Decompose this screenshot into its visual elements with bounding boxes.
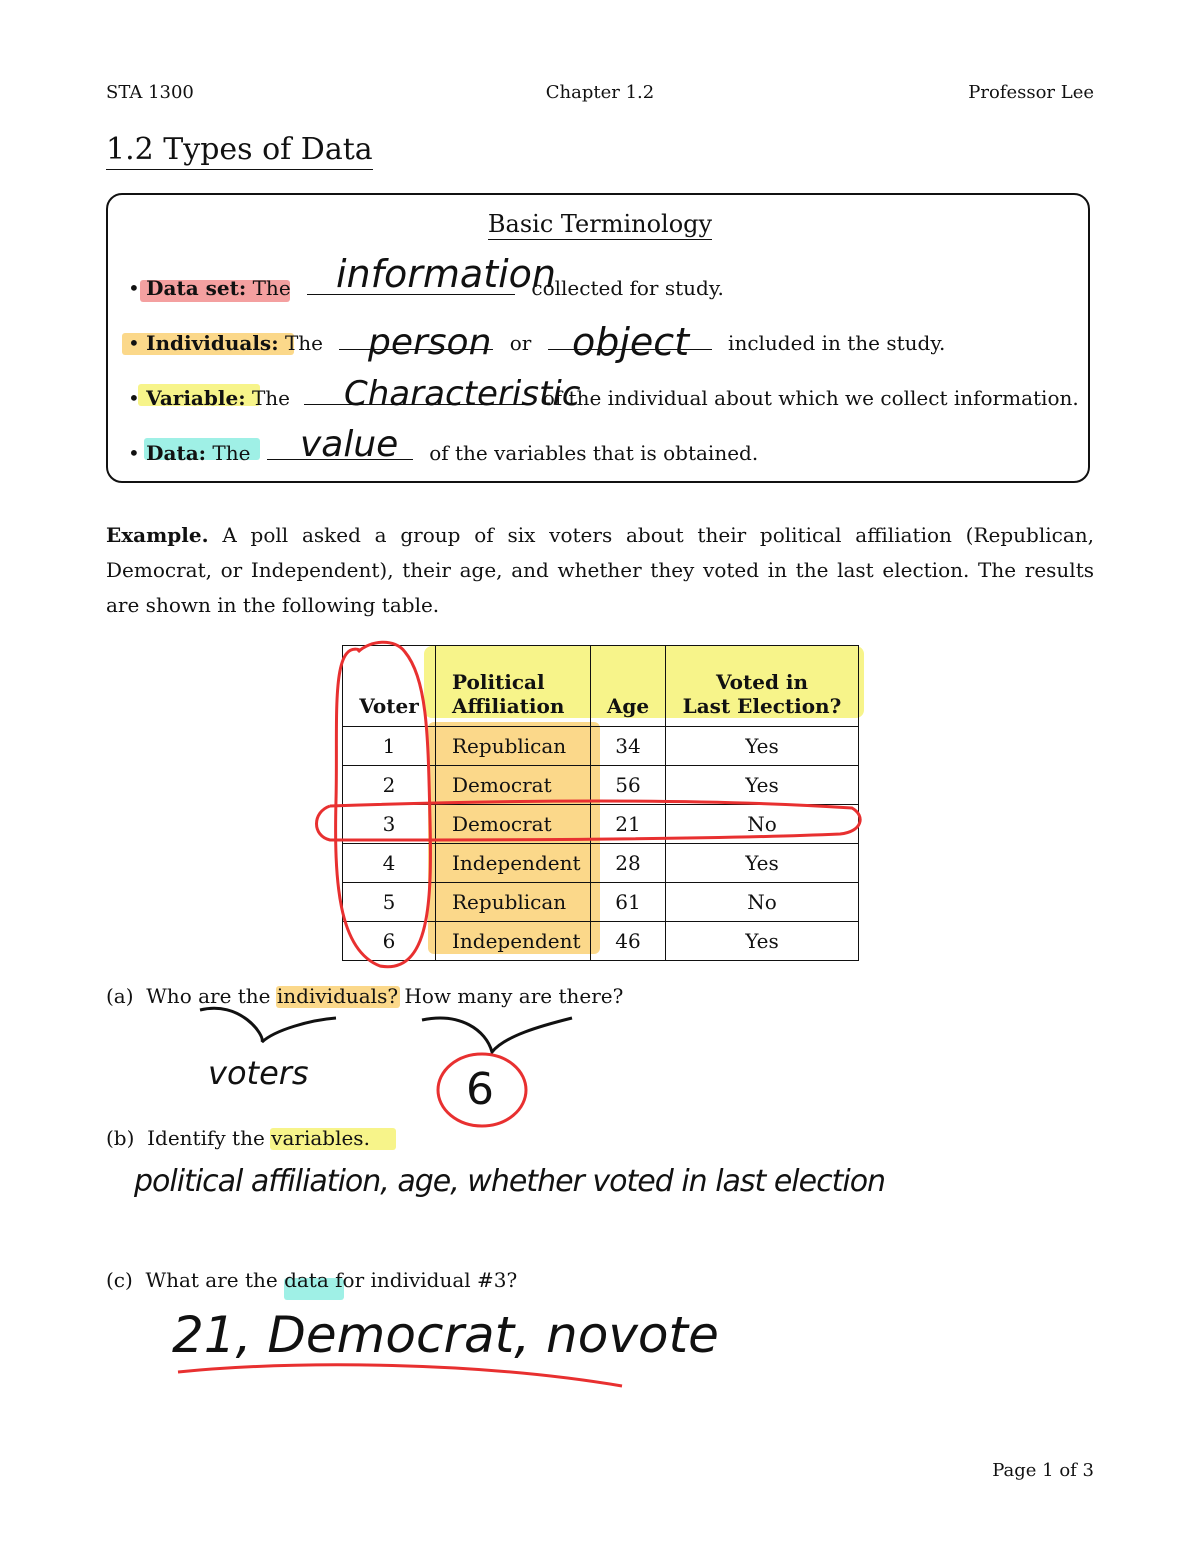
- cell-voter: 1: [343, 727, 436, 766]
- table-row: [343, 805, 859, 844]
- cell-voter: 4: [343, 844, 436, 883]
- table-header-row: [343, 646, 859, 727]
- cell-voted: Yes: [666, 922, 859, 961]
- cell-voter: 3: [343, 805, 436, 844]
- cell-voted: Yes: [666, 766, 859, 805]
- question-c: (c) What are the data for individual #3?: [106, 1268, 518, 1292]
- handwritten-person: person: [368, 322, 492, 363]
- brace-how-many: [422, 1018, 572, 1052]
- cell-age: 34: [591, 727, 666, 766]
- cell-age: 46: [591, 922, 666, 961]
- header-voter: Voter: [343, 646, 436, 727]
- header-affiliation: Political Affiliation: [436, 646, 591, 727]
- header-professor: Professor Lee: [968, 82, 1094, 103]
- cell-voted: Yes: [666, 727, 859, 766]
- header-chapter: Chapter 1.2: [545, 82, 655, 103]
- table-row: [343, 766, 859, 805]
- handwritten-characteristic: Characteristic: [344, 374, 581, 414]
- handwritten-value: value: [300, 424, 399, 465]
- cell-voted: Yes: [666, 844, 859, 883]
- table-row: [343, 844, 859, 883]
- cell-age: 28: [591, 844, 666, 883]
- cell-affiliation: Republican: [436, 727, 591, 766]
- page-number: Page 1 of 3: [992, 1460, 1094, 1481]
- handwritten-object: object: [572, 320, 690, 364]
- table-row: [343, 922, 859, 961]
- cell-affiliation: Independent: [436, 922, 591, 961]
- table-row: [343, 883, 859, 922]
- cell-voter: 5: [343, 883, 436, 922]
- cell-voter: 6: [343, 922, 436, 961]
- handwritten-variables-answer: political affiliation, age, whether voted in last election: [134, 1164, 886, 1199]
- question-b: (b) Identify the variables.: [106, 1126, 370, 1150]
- brace-who: [200, 1008, 336, 1042]
- header-voted: Voted in Last Election?: [666, 646, 859, 727]
- header-age: Age: [591, 646, 666, 727]
- cell-age: 21: [591, 805, 666, 844]
- cell-affiliation: Independent: [436, 844, 591, 883]
- term-item-data: • Data: The of the variables that is obtained.: [128, 441, 759, 465]
- section-title: 1.2 Types of Data: [106, 132, 373, 170]
- cell-affiliation: Republican: [436, 883, 591, 922]
- term-item-dataset: • Data set: The collected for study.: [128, 276, 724, 300]
- cell-age: 56: [591, 766, 666, 805]
- terminology-heading: Basic Terminology: [487, 210, 713, 238]
- cell-age: 61: [591, 883, 666, 922]
- cell-voter: 2: [343, 766, 436, 805]
- header-course: STA 1300: [106, 82, 194, 103]
- handwritten-six: 6: [466, 1064, 494, 1115]
- handwritten-voters: voters: [208, 1054, 309, 1092]
- cell-affiliation: Democrat: [436, 805, 591, 844]
- handwritten-data-answer: 21, Democrat, novote: [172, 1306, 719, 1364]
- example-paragraph: Example. A poll asked a group of six voters about their political affiliation (Republican, Democrat, or Independent), their age, and whether they voted in the last election. The results are shown in the following table.: [106, 523, 1094, 617]
- cell-voted: No: [666, 883, 859, 922]
- cell-voted: No: [666, 805, 859, 844]
- question-a: (a) Who are the individuals? How many are there?: [106, 984, 624, 1008]
- term-item-variable: • Variable: The of the individual about which we collect information.: [128, 386, 1079, 410]
- term-item-individuals: • Individuals: The or included in the study.: [128, 331, 946, 355]
- voter-table: [342, 645, 859, 961]
- underline-answer-c: [178, 1365, 622, 1386]
- table-row: [343, 727, 859, 766]
- handwritten-information: information: [336, 252, 556, 296]
- cell-affiliation: Democrat: [436, 766, 591, 805]
